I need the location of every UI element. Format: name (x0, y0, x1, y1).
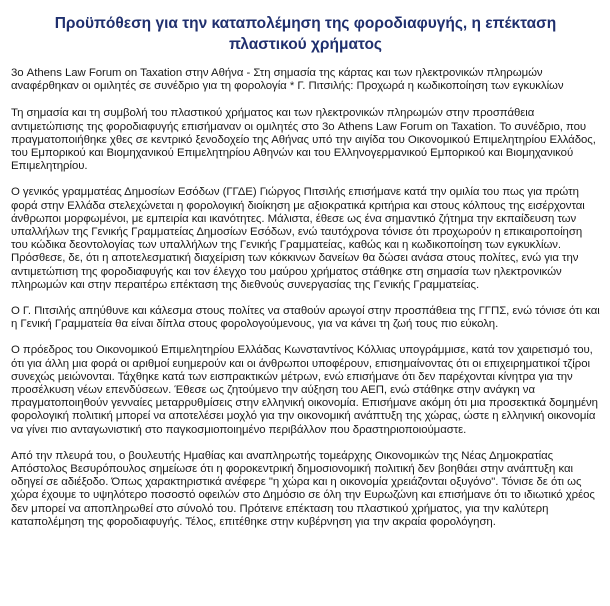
article-paragraph-4: Ο πρόεδρος του Οικονομικού Επιμελητηρίου Ελλάδας Κωνσταντίνος Κόλλιας υπογράμμισε, κατά τον χαιρετισμό του, ότι για άλλη μια φορά οι αριθμοί ευημερούν και οι άνθρωποι υποφέρουν, επισημαίνοντας ότι οι επιχειρηματικοί τζίροι συνεχώς μειώνονται. Τάχθηκε κατά των εισπρακτικών μέτρων, ενώ επισήμανε ότι δεν παρέχονται κίνητρα για την προσέλκυση νέων επενδύσεων. Έθεσε ως ζητούμενο την αύξηση του ΑΕΠ, ενώ στάθηκε στην ανάγκη να πραγματοποιηθούν γενναίες μεταρρυθμίσεις στην ελληνική οικονομία. Επισήμανε ακόμη ότι μια προσεκτικά δομημένη φορολογική πολιτική μπορεί να αποτελέσει μοχλό για την οικονομική ανάπτυξη της χώρας, ώστε η ελληνική οικονομία να γίνει πιο ανταγωνιστική στο παγκοσμιοποιημένο περιβάλλον που δραστηριοποιούμαστε. (11, 344, 598, 436)
article-paragraph-1: Τη σημασία και τη συμβολή του πλαστικού χρήματος και των ηλεκτρονικών πληρωμών στην προσπάθεια αντιμετώπισης της φοροδιαφυγής επισήμαναν οι ομιλητές στο 3ο Athens Law Forum on Taxation. Το συνέδριο, που πραγματοποιήθηκε χθες σε κεντρικό ξενοδοχείο της Αθήνας υπό την αιγίδα του Οικονομικού Επιμελητηρίου Ελλάδος, του Εμπορικού και Βιομηχανικού Επιμελητηρίου Αθηνών και του Ελληνογερμανικού Εμπορικού και Βιομηχανικού Επιμελητηρίου. (11, 107, 596, 173)
article-paragraph-3: Ο Γ. Πιτσιλής απηύθυνε και κάλεσμα στους πολίτες να σταθούν αρωγοί στην προσπάθεια της ΓΓΠΣ, ενώ τόνισε ότι και η Γενική Γραμματεία θα είναι δίπλα στους φορολογούμενους, για να κάνει τη ζωή τους πιο εύκολη. (11, 305, 600, 331)
article-paragraph-2: Ο γενικός γραμματέας Δημοσίων Εσόδων (ΓΓΔΕ) Γιώργος Πιτσιλής επισήμανε κατά την ομιλία του πως για πρώτη φορά στην Ελλάδα στελεχώνεται η φορολογική διοίκηση με αξιοκρατικά κριτήρια και στους κόλπους της εισέρχονται άνθρωποι μορφωμένοι, με εμπειρία και ικανότητες. Μάλιστα, έθεσε ως ένα σημαντικό ζήτημα την εκπαίδευση των υπαλλήλων της Γενικής Γραμματείας Δημοσίων Εσόδων, ενώ ταυτόχρονα τόνισε ότι προχωρούν η επικαιροποίηση του κώδικα δεοντολογίας των υπαλλήλων της Γενικής Γραμματείας, καθώς και η κωδικοποίηση των εγκυκλίων. Πρόσθεσε, δε, ότι η αποτελεσματική διαχείριση των κόκκινων δανείων θα δώσει ανάσα στους πολίτες, ενώ για την αντιμετώπιση της φοροδιαφυγής και τον έλεγχο του μαύρου χρήματος στάθηκε στη σημασία των ηλεκτρονικών πληρωμών και στην περαιτέρω επέκταση της διεθνούς συνεργασίας της Γενικής Γραμματείας. (11, 186, 585, 291)
article-lead: 3ο Athens Law Forum on Taxation στην Αθήνα - Στη σημασία της κάρτας και των ηλεκτρονικών πληρωμών αναφέρθηκαν οι ομιλητές σε συνέδριο για τη φορολογία * Γ. Πιτσιλής: Προχωρά η κωδικοποίηση των εγκυκλίων (11, 67, 564, 93)
article-paragraph-5: Από την πλευρά του, ο βουλευτής Ημαθίας και αναπληρωτής τομεάρχης Οικονομικών της Νέας Δημοκρατίας Απόστολος Βεσυρόπουλος σημείωσε ότι η φοροκεντρική δημοσιονομική πολιτική δεν βοηθάει στην ανάπτυξη και οδηγεί σε αδιέξοδο. Όπως χαρακτηριστικά ανέφερε "η χώρα και η οικονομία χρειάζονται οξυγόνο". Τόνισε δε ότι ως χώρα έχουμε το υψηλότερο ποσοστό οφειλών στο Δημόσιο σε όλη την Ευρωζώνη και επισήμανε ότι το ιδιωτικό χρέος δεν μπορεί να αποπληρωθεί στο σύνολό του. Πρότεινε επέκταση του πλαστικού χρήματος, για την καλύτερη καταπολέμηση της φοροδιαφυγής. Τέλος, επιτέθηκε στην κυβέρνηση για την ακραία φορολόγηση. (11, 449, 595, 528)
article-title: Προϋπόθεση για την καταπολέμηση της φοροδιαφυγής, η επέκταση πλαστικού χρήματος (54, 15, 557, 53)
